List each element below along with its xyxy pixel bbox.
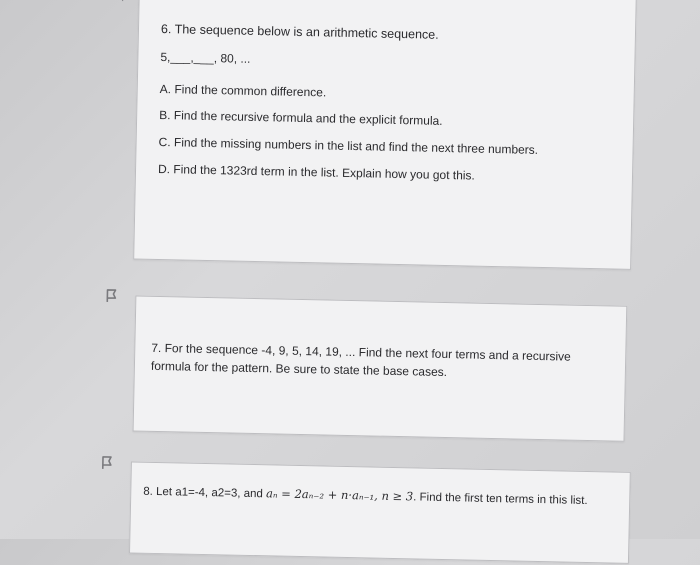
question-6-sequence: 5,___,___, 80, ...: [160, 49, 251, 66]
question-8-formula: aₙ = 2aₙ₋₂ + n·aₙ₋₁, n ≥ 3: [265, 486, 414, 504]
question-6-title: 6. The sequence below is an arithmetic sequence.: [160, 21, 439, 42]
question-6-part-d: D. Find the 1323rd term in the list. Explain how you got this.: [157, 161, 475, 183]
question-6-part-c: C. Find the missing numbers in the list and find the next three numbers.: [158, 134, 539, 157]
question-7-card: [133, 296, 628, 442]
question-8-card: [129, 461, 631, 563]
question-7-text: 7. For the sequence -4, 9, 5, 14, 19, ... Find the next four terms and a recursive formula for the pattern. Be sure to state the base cases.: [150, 340, 571, 380]
question-8-prefix: 8. Let a1=-4, a2=3, and: [143, 485, 263, 501]
flag-icon[interactable]: [122, 0, 134, 1]
question-6-part-a: A. Find the common difference.: [159, 81, 327, 100]
question-8-suffix: . Find the first ten terms in this list.: [413, 491, 588, 508]
question-8-text: [143, 483, 623, 510]
question-6-part-b: B. Find the recursive formula and the explicit formula.: [159, 107, 443, 128]
flag-icon[interactable]: [104, 288, 118, 304]
question-6-card: [133, 0, 637, 270]
flag-icon[interactable]: [100, 455, 114, 471]
